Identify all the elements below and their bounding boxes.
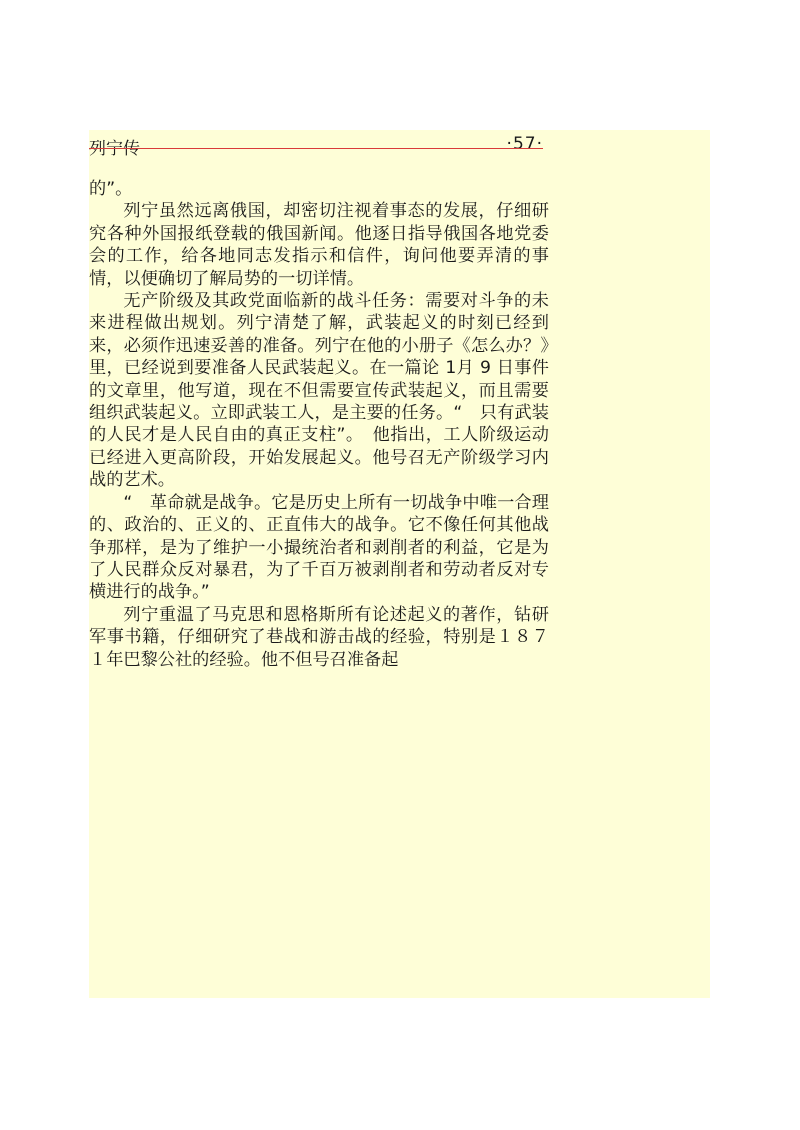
page-number: ·57·	[506, 134, 543, 154]
paragraph: 无产阶级及其政党面临新的战斗任务：需要对斗争的未来进程做出规划。列宁清楚了解，武装起义的时刻已经到来，必须作迅速妥善的准备。列宁在他的小册子《怎么办？》里，已经说到要准备人民武装起义。在一篇论 1月 9 日事件的文章里，他写道，现在不但需要宣传武装起义，而且需要组织武装起义。立即武装工人，是主要的任务。“ 只有武装的人民才是人民自由的真正支柱”。 他指出，工人阶级运动已经进入更高阶段，开始发展起义。他号召无产阶级学习内战的艺术。	[89, 291, 549, 491]
body-text	[89, 178, 549, 671]
paragraph: 列宁重温了马克思和恩格斯所有论述起义的著作，钻研军事书籍，仔细研究了巷战和游击战的经验，特别是１８７１年巴黎公社的经验。他不但号召准备起	[89, 604, 549, 670]
paragraph-continuation: 的”。	[89, 179, 133, 199]
book-title: 列宁传	[89, 139, 140, 159]
header-rule	[89, 148, 543, 149]
running-header	[89, 134, 543, 159]
paragraph: 列宁虽然远离俄国，却密切注视着事态的发展，仔细研究各种外国报纸登载的俄国新闻。他逐日指导俄国各地党委会的工作，给各地同志发指示和信件，询问他要弄清的事情，以便确切了解局势的一切详情。	[89, 201, 549, 289]
paragraph-quote: “ 革命就是战争。它是历史上所有一切战争中唯一合理的、政治的、正义的、正直伟大的战争。它不像任何其他战争那样，是为了维护一小撮统治者和剥削者的利益，它是为了人民群众反对暴君，为了千百万被剥削者和劳动者反对专横进行的战争。”	[89, 492, 549, 603]
